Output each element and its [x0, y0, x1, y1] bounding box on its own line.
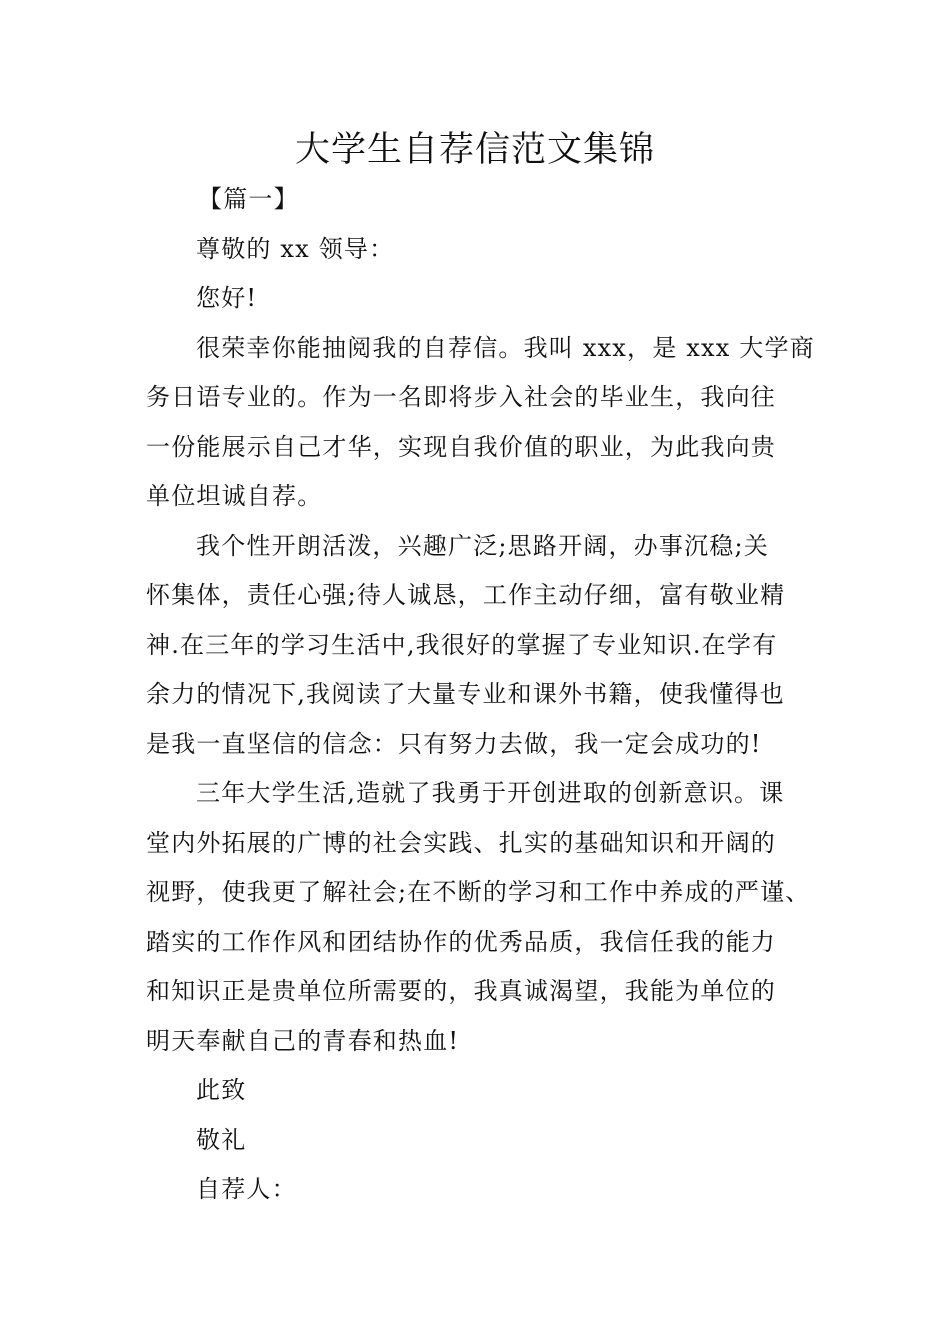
- paragraph-3-line: 堂内外拓展的广博的社会实践、扎实的基础知识和开阔的: [146, 828, 776, 857]
- greeting: 您好!: [196, 284, 258, 312]
- letter-body: [146, 175, 822, 1215]
- paragraph-3-line: 和知识正是贵单位所需要的，我真诚渴望，我能为单位的: [146, 977, 776, 1005]
- document-title: 大学生自荐信范文集锦: [294, 130, 655, 170]
- signature-line: 自荐人：: [196, 1175, 297, 1203]
- paragraph-2-line: 神.在三年的学习生活中,我很好的掌握了专业知识.在学有: [146, 630, 778, 659]
- paragraph-2: [146, 522, 822, 770]
- section-label: 【篇一】: [198, 185, 299, 213]
- salutation: 尊敬的 xx 领导：: [196, 234, 395, 263]
- closing-line-1: 此致: [196, 1076, 247, 1104]
- paragraph-2-line: 余力的情况下,我阅读了大量专业和课外书籍，使我懂得也: [146, 680, 785, 708]
- paragraph-2-line: 是我一直坚信的信念：只有努力去做，我一定会成功的!: [146, 729, 762, 758]
- paragraph-3-line: 踏实的工作作风和团结协作的优秀品质，我信任我的能力: [146, 927, 776, 956]
- paragraph-2-line: 我个性开朗活泼，兴趣广泛;思路开阔，办事沉稳;关: [196, 531, 769, 560]
- paragraph-3: [146, 769, 822, 1066]
- paragraph-3-line: 视野，使我更了解社会;在不断的学习和工作中养成的严谨、: [146, 878, 811, 906]
- closing-line-2: 敬礼: [196, 1125, 247, 1154]
- paragraph-1: [146, 324, 822, 522]
- paragraph-1-line: 单位坦诚自荐。: [146, 482, 323, 510]
- paragraph-2-line: 怀集体，责任心强;待人诚恳，工作主动仔细，富有敬业精: [146, 581, 786, 609]
- paragraph-1-line: 一份能展示自己才华，实现自我价值的职业，为此我向贵: [146, 432, 776, 461]
- paragraph-1-line: 务日语专业的。作为一名即将步入社会的毕业生，我向往: [146, 383, 776, 411]
- paragraph-1-line: 很荣幸你能抽阅我的自荐信。我叫 xxx，是 xxx 大学商: [196, 333, 815, 362]
- paragraph-3-line: 明天奉献自己的青春和热血!: [146, 1026, 460, 1055]
- paragraph-3-line: 三年大学生活,造就了我勇于开创进取的创新意识。课: [196, 779, 785, 807]
